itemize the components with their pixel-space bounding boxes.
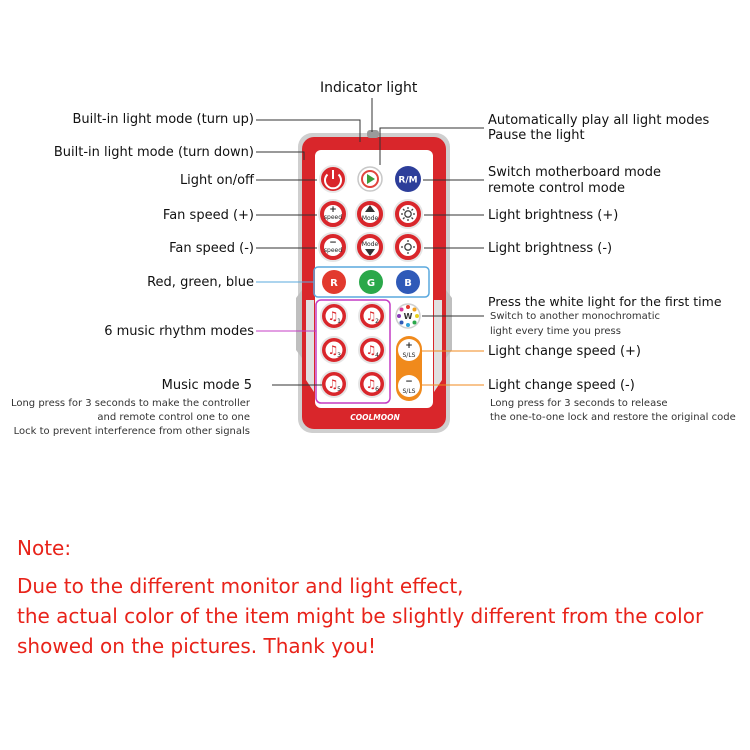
music5-note-1: Long press for 3 seconds to make the controller — [10, 398, 250, 409]
music-mode-3-button[interactable] — [321, 337, 347, 363]
brand-logo: COOLMOON — [350, 413, 400, 422]
music-mode-number: 4 — [375, 352, 379, 359]
note-line-3: showed on the pictures. Thank you! — [17, 634, 377, 658]
brightness-up-button[interactable] — [394, 200, 422, 228]
speed-up-label: S/LS — [402, 352, 416, 359]
label-switch-mode: Switch motherboard mode — [488, 165, 661, 180]
music-mode-number: 1 — [337, 318, 341, 325]
fan-down-speed-label: speed — [323, 247, 343, 254]
music-mode-number: 5 — [337, 386, 341, 393]
speed-down-note-2: the one-to-one lock and restore the original code — [490, 412, 736, 423]
music5-note-2: and remote control one to one — [97, 412, 250, 423]
white-label: W — [403, 312, 413, 321]
label-turn-up: Built-in light mode (turn up) — [72, 112, 254, 127]
white-note-1: Switch to another monochromatic — [490, 311, 660, 322]
label-fan-speed-down: Fan speed (-) — [169, 241, 254, 256]
music5-note-3: Lock to prevent interference from other signals — [13, 426, 250, 437]
speed-down-note-1: Long press for 3 seconds to release — [490, 398, 668, 409]
music-mode-2-button[interactable] — [359, 303, 385, 329]
label-auto-play: Automatically play all light modes — [488, 113, 710, 128]
fan-up-plus: + — [329, 205, 337, 215]
music-mode-number: 6 — [375, 386, 379, 393]
mode-up-button[interactable] — [356, 200, 384, 228]
music-note-icon: ♫ — [365, 377, 377, 391]
red-label: R — [330, 278, 338, 289]
label-white-light: Press the white light for the first time — [488, 294, 722, 309]
music-mode-1-button[interactable] — [321, 303, 347, 329]
note-line-2: the actual color of the item might be slightly different from the color — [17, 604, 704, 628]
label-music-modes: 6 music rhythm modes — [104, 324, 254, 339]
label-remote-mode: remote control mode — [488, 181, 625, 196]
music-mode-6-button[interactable] — [359, 371, 385, 397]
music-note-icon: ♫ — [365, 309, 377, 323]
mode-up-label: Mode — [361, 215, 379, 222]
note-line-1: Due to the different monitor and light effect, — [17, 574, 464, 598]
music-note-icon: ♫ — [327, 309, 339, 323]
label-light-on-off: Light on/off — [179, 173, 254, 188]
label-speed-up: Light change speed (+) — [488, 344, 641, 359]
music-note-icon: ♫ — [327, 377, 339, 391]
label-brightness-up: Light brightness (+) — [488, 208, 619, 223]
music-mode-5-button[interactable] — [321, 371, 347, 397]
music-mode-number: 2 — [375, 318, 379, 325]
fan-up-speed-label: speed — [323, 214, 343, 221]
green-label: G — [366, 278, 376, 289]
auto-play-button[interactable] — [358, 167, 382, 191]
music-mode-number: 3 — [337, 352, 341, 359]
music-mode-4-button[interactable] — [359, 337, 385, 363]
label-fan-speed-up: Fan speed (+) — [162, 208, 254, 223]
mode-down-label: Mode — [361, 241, 379, 248]
note-title: Note: — [17, 536, 72, 560]
white-note-2: light every time you press — [490, 326, 621, 337]
label-music-mode-5: Music mode 5 — [161, 378, 252, 393]
label-turn-down: Built-in light mode (turn down) — [53, 145, 254, 160]
label-rgb: Red, green, blue — [147, 275, 254, 290]
brightness-down-button[interactable] — [394, 233, 422, 261]
speed-up-plus: + — [405, 341, 413, 351]
label-indicator-light: Indicator light — [320, 80, 418, 96]
power-button[interactable] — [320, 166, 346, 192]
music-note-icon: ♫ — [327, 343, 339, 357]
blue-label: B — [404, 278, 412, 289]
speed-down-minus: − — [405, 377, 413, 387]
label-brightness-down: Light brightness (-) — [488, 241, 613, 256]
speed-down-label: S/LS — [402, 388, 416, 395]
music-note-icon: ♫ — [365, 343, 377, 357]
fan-down-minus: − — [329, 238, 337, 248]
label-pause: Pause the light — [488, 128, 585, 143]
label-speed-down: Light change speed (-) — [488, 378, 635, 393]
rm-label: R/M — [398, 175, 418, 186]
